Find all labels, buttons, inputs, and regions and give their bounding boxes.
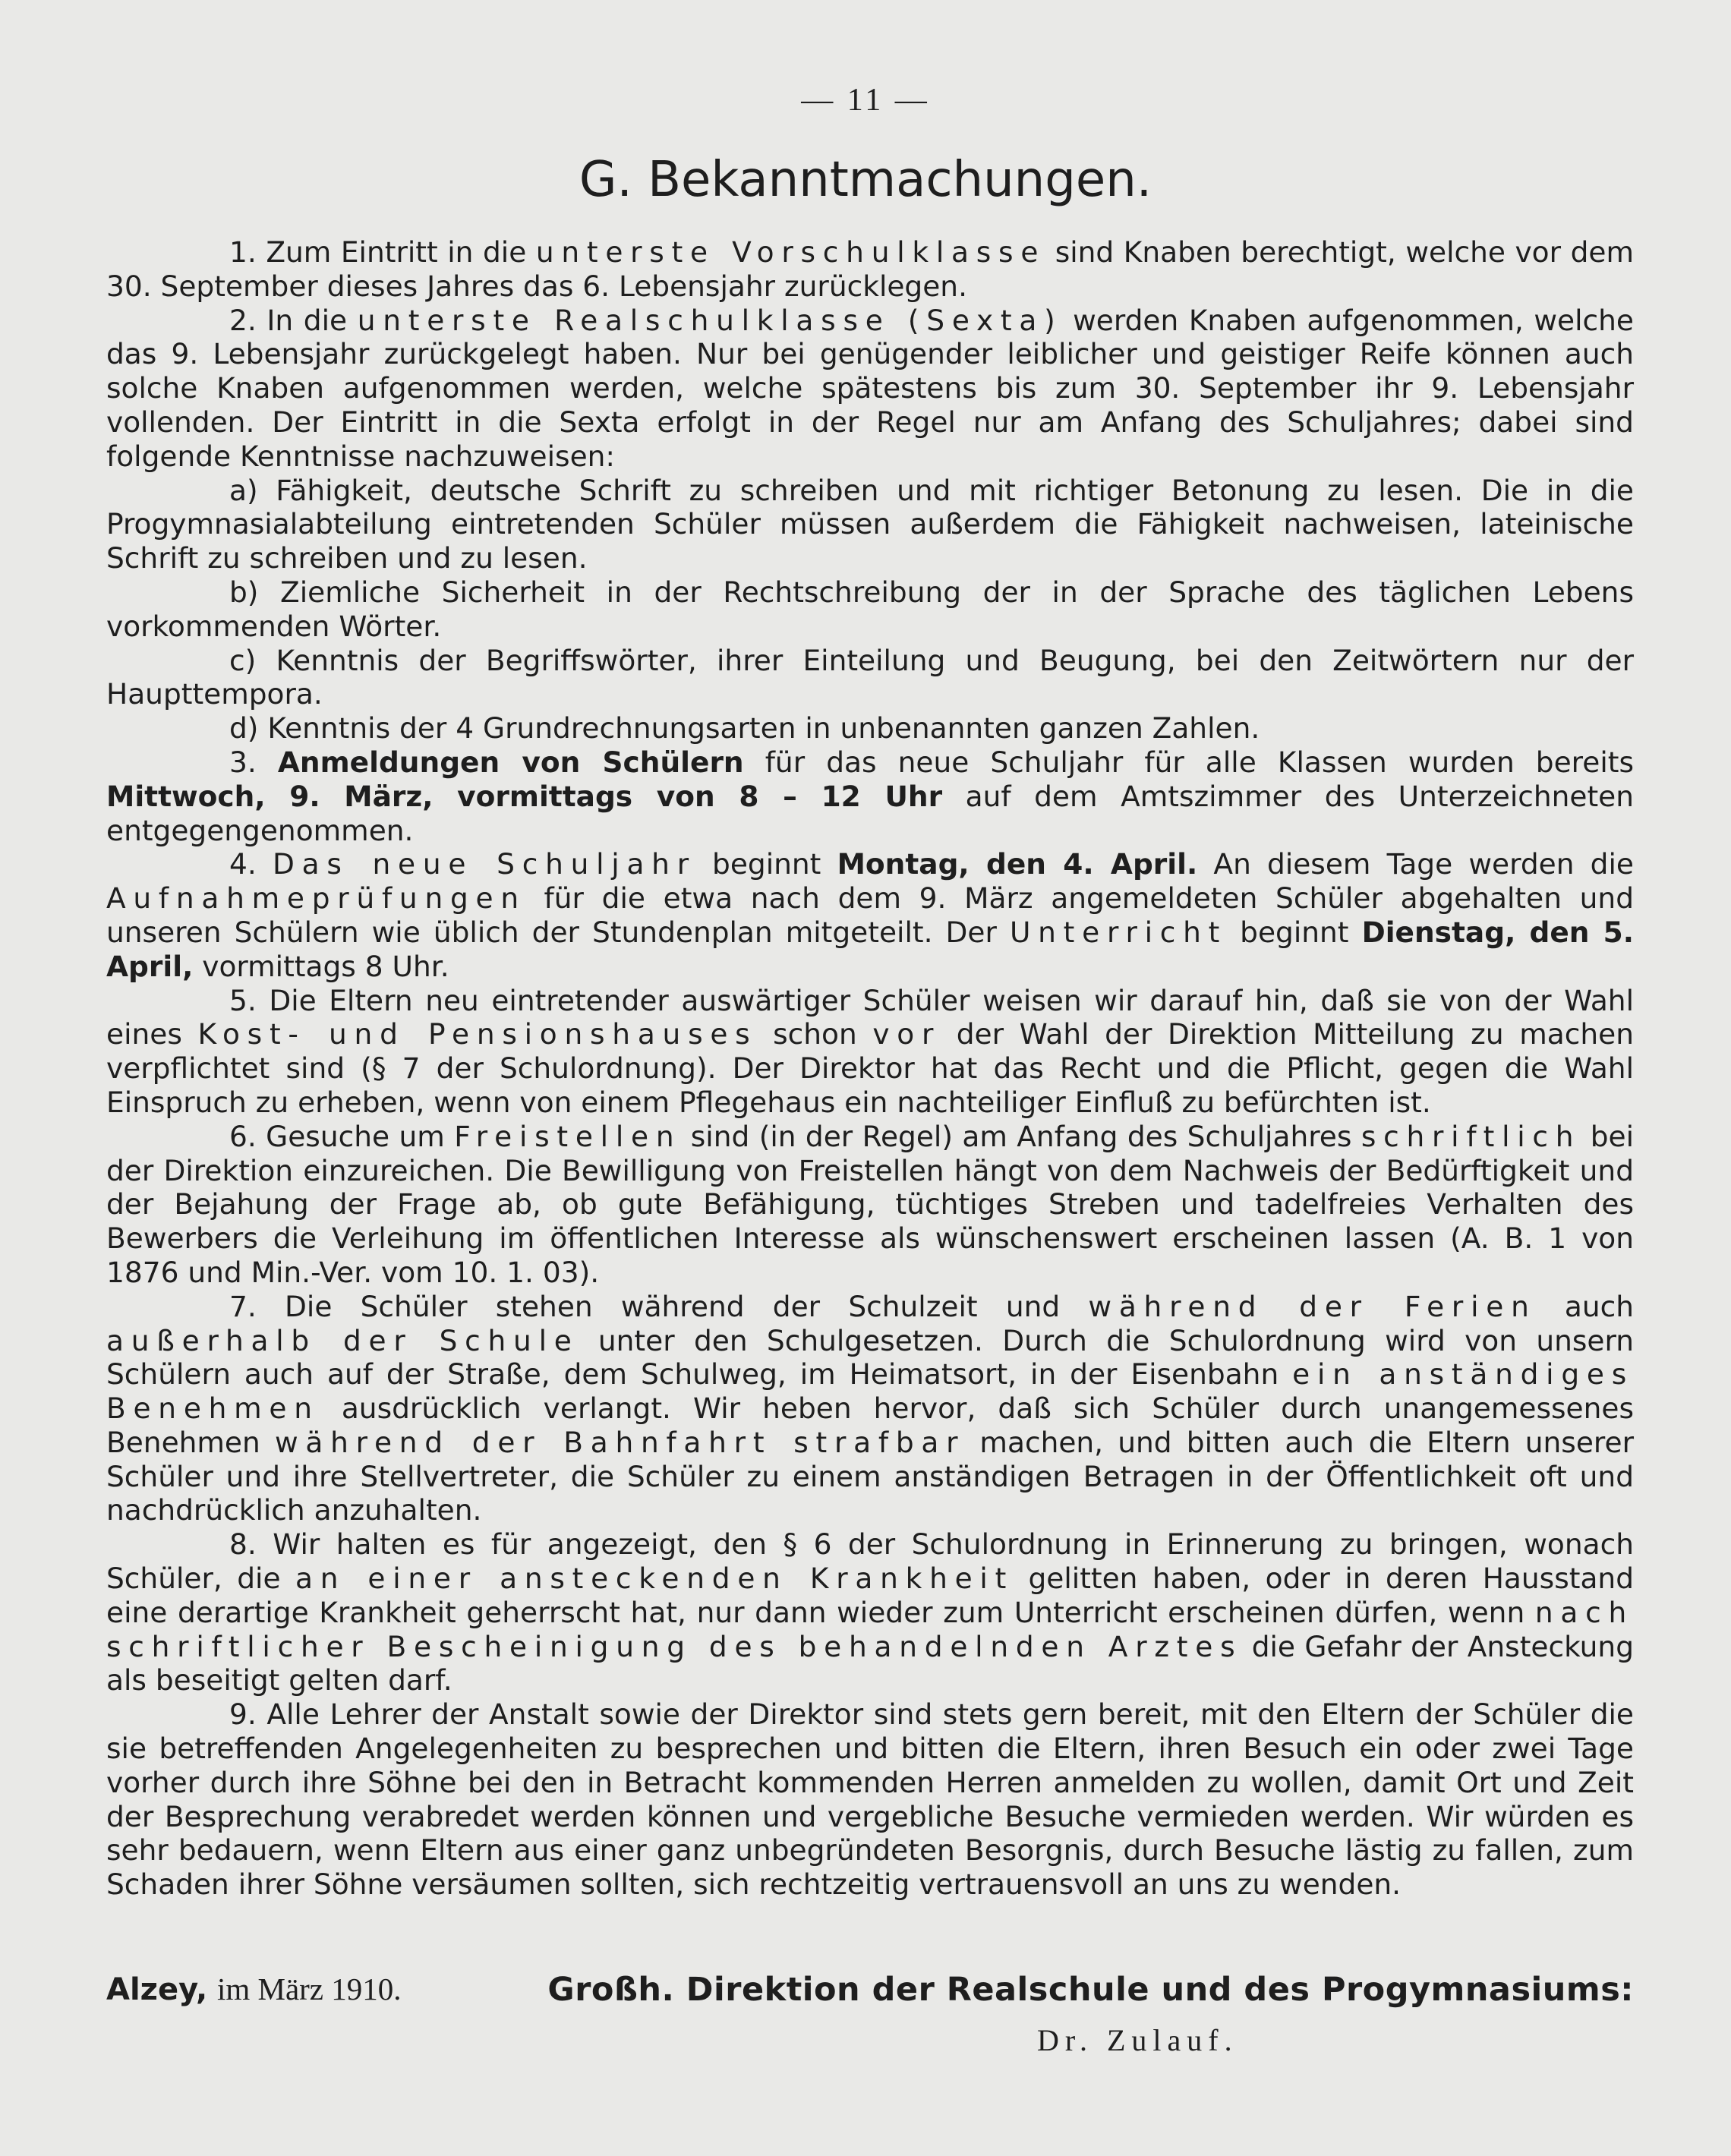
item-5-emphasis: vor — [872, 1017, 941, 1051]
item-2a: a) Fähigkeit, deutsche Schrift zu schreiben und mit richtiger Betonung zu lesen. Die in die Progymnasialabteilung eintretenden Schüler müssen außerdem die Fähigkeit nachweisen, lateinische Schrift zu schreiben und zu lesen. — [106, 473, 1634, 575]
item-5-emphasis: Kost- und Pensionshauses — [197, 1017, 758, 1051]
item-2b: b) Ziemliche Sicherheit in der Rechtschreibung der in der Sprache des täglichen Lebens vorkommenden Wörter. — [106, 575, 1634, 643]
item-7-text: unter den Schulgesetzen. Durch die Schulordnung wird von unsern Schülern auch auf der Straße, dem Schulweg, im Heimatsort, in der Eisenbahn — [106, 1323, 1634, 1392]
item-1-text: sind Knaben berechtigt, welche vor dem 30. September dieses Jahres das 6. Lebensjahr zurücklegen. — [106, 235, 1634, 303]
place-and-date — [106, 1971, 402, 2007]
item-8-text: die Gefahr der Ansteckung als beseitigt gelten darf. — [106, 1629, 1634, 1697]
item-6-text: sind (in der Regel) am Anfang des Schuljahres — [681, 1119, 1361, 1153]
item-3-text: auf dem Amtszimmer des Unterzeichneten entgegengenommen. — [106, 779, 1634, 847]
item-4-text: An diesem Tage werden die — [1197, 847, 1634, 881]
item-7-emphasis: während der Ferien — [1088, 1289, 1537, 1323]
item-6-text: 6. Gesuche um — [229, 1119, 455, 1153]
item-7-text: machen, und bitten auch die Eltern unserer Schüler und ihre Stellvertreter, die Schüler zu einem anständigen Betragen in der Öffentlichkeit oft und nachdrücklich anzuhalten. — [106, 1425, 1634, 1527]
item-3-bold: Anmeldungen von Schülern — [277, 745, 744, 779]
item-4-emphasis: Unterricht — [1009, 915, 1228, 949]
item-7 — [106, 1290, 1634, 1528]
item-2-text: 2. In die — [229, 303, 358, 337]
item-2-emphasis: unterste Realschulklasse (Sexta) — [357, 303, 1063, 337]
item-3-text: 3. — [229, 745, 278, 779]
item-4-bold: Dienstag, den 5. April, — [106, 915, 1634, 983]
signer-name: Dr. Zulauf. — [1037, 2023, 1238, 2057]
item-3-text: für das neue Schuljahr für alle Klassen wurden bereits — [743, 745, 1635, 779]
item-4-text: 4. — [229, 847, 273, 881]
item-4-emphasis: Das neue Schuljahr — [272, 847, 696, 881]
item-8-text: gelitten haben, oder in deren Hausstand eine derartige Krankheit geherrscht hat, nur dann wieder zum Unterricht erscheinen dürfen, wenn — [106, 1562, 1634, 1629]
signature-line — [106, 1971, 1634, 2016]
page-number: — 11 — — [801, 83, 930, 118]
item-7-emphasis: außerhalb der Schule — [106, 1323, 579, 1357]
item-5 — [106, 984, 1634, 1120]
item-1-text: 1. Zum Eintritt in die — [229, 235, 536, 269]
item-3-bold: Mittwoch, 9. März, vormittags von 8 – 12 Uhr — [106, 779, 943, 813]
item-4-emphasis: Aufnahmeprüfungen — [106, 881, 526, 916]
item-6-emphasis: schriftlich — [1361, 1119, 1581, 1153]
page-title: G. Bekanntmachungen. — [579, 152, 1152, 208]
item-9: 9. Alle Lehrer der Anstalt sowie der Direktor sind stets gern bereit, mit den Eltern der Schüler die sie betreffenden Angelegenheiten zu besprechen und bitten die Eltern, ihren Besuch ein oder zwei Tage vorher durch ihre Söhne bei den in Betracht kommenden Herren anmelden zu wollen, damit Ort und Zeit der Besprechung verabredet werden können und vergebliche Besuche vermieden werden. Wir würden es sehr bedauern, wenn Eltern aus einer ganz unbegründeten Besorgnis, durch Besuche lästig zu fallen, zum Schaden ihrer Söhne versäumen sollten, sich rechtzeitig vertrauensvoll an uns zu wenden. — [106, 1697, 1634, 1902]
date: im März 1910. — [216, 1972, 402, 2006]
announcements-body — [106, 235, 1634, 1902]
item-5-text: der Wahl der Direktion Mitteilung zu machen verpflichtet sind (§ 7 der Schulordnung). Der Direktor hat das Recht und die Pflicht, gegen die Wahl Einspruch zu erheben, wenn von einem Pflegehaus ein nachteiliger Einfluß zu befürchten ist. — [106, 1017, 1634, 1119]
item-5-text: 5. Die Eltern neu eintretender auswärtiger Schüler weisen wir darauf hin, daß sie von der Wahl eines — [106, 983, 1634, 1051]
item-1-emphasis: unterste Vorschulklasse — [535, 235, 1046, 269]
item-6 — [106, 1120, 1634, 1290]
item-7-text: 7. Die Schüler stehen während der Schulzeit und — [229, 1289, 1089, 1323]
item-8 — [106, 1527, 1634, 1697]
item-4-bold: Montag, den 4. April. — [837, 847, 1198, 881]
item-8-text: 8. Wir halten es für angezeigt, den § 6 der Schulordnung in Erinnerung zu bringen, wonach Schüler, die — [106, 1527, 1634, 1596]
item-4-text: beginnt — [695, 847, 837, 881]
item-4 — [106, 847, 1634, 983]
item-4-text: vormittags 8 Uhr. — [193, 949, 449, 983]
item-7-emphasis: ein anständiges Benehmen — [106, 1357, 1634, 1426]
item-6-text: bei der Direktion einzureichen. Die Bewilligung von Freistellen hängt von dem Nachweis der Bedürftigkeit und der Bejahung der Frage ab, ob gute Befähigung, tüchtiges Streben und tadelfreies Verhalten des Bewerbers die Verleihung im öffentlichen Interesse als wünschenswert erscheinen lassen (A. B. 1 von 1876 und Min.-Ver. vom 10. 1. 03). — [106, 1119, 1635, 1289]
place: Alzey, — [106, 1972, 208, 2007]
item-3 — [106, 745, 1634, 847]
item-2c: c) Kenntnis der Begriffswörter, ihrer Einteilung und Beugung, bei den Zeitwörtern nur der Haupttempora. — [106, 643, 1634, 711]
item-4-text: für die etwa nach dem 9. März angemeldeten Schüler abgehalten und unseren Schülern wie üblich der Stundenplan mitgeteilt. Der — [106, 881, 1634, 949]
item-7-text: ausdrücklich verlangt. Wir heben hervor, daß sich Schüler durch unangemessenes Benehmen — [106, 1392, 1634, 1459]
item-2-text: werden Knaben aufgenommen, welche das 9. Lebensjahr zurückgelegt haben. Nur bei genügender leiblicher und geistiger Reife können auch solche Knaben aufgenommen werden, welche spätestens bis zum 30. September ihr 9. Lebensjahr vollenden. Der Eintritt in die Sexta erfolgt in der Regel nur am Anfang des Schuljahres; dabei sind folgende Kenntnisse nachzuweisen: — [106, 303, 1634, 473]
item-6-emphasis: Freistellen — [454, 1119, 682, 1153]
item-4-text: beginnt — [1227, 915, 1362, 949]
item-2d: d) Kenntnis der 4 Grundrechnungsarten in unbenannten ganzen Zahlen. — [229, 711, 1260, 745]
item-5-text: schon — [757, 1017, 873, 1051]
item-7-emphasis: während der Bahnfahrt strafbar — [274, 1425, 966, 1459]
school-direction: Großh. Direktion der Realschule und des Progymnasiums: — [547, 1971, 1634, 2009]
item-1 — [106, 235, 1634, 304]
item-7-text: auch — [1536, 1289, 1634, 1323]
item-8-emphasis: nach schriftlicher Bescheinigung des behandelnden Arztes — [106, 1595, 1634, 1663]
item-2 — [106, 304, 1634, 474]
item-8-emphasis: an einer ansteckenden Krankheit — [295, 1562, 1014, 1596]
